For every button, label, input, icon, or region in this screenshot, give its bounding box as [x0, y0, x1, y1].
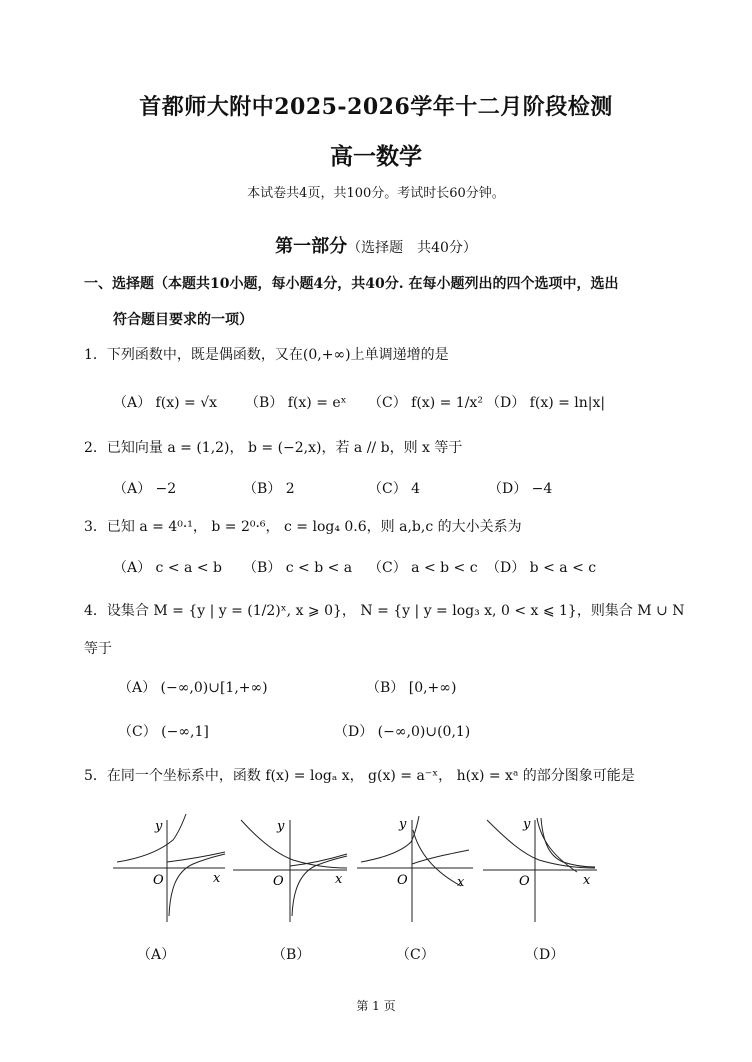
exam-title: 首都师大附中2025-2026学年十二月阶段检测 — [139, 94, 613, 120]
x-label: x — [583, 873, 591, 888]
q5-label-b: （B） — [272, 947, 311, 963]
q2-stem: 2．已知向量 a = (1,2)， b = (−2,x)，若 a // b，则 x 等于 — [84, 440, 463, 456]
q2-option-c: （C） 4 — [368, 481, 421, 497]
q5-label-c: （C） — [396, 947, 435, 963]
q4-stem-continued: 等于 — [84, 641, 112, 657]
x-label: x — [335, 872, 343, 887]
curve-exp — [361, 816, 419, 862]
x-label: x — [457, 875, 465, 890]
q1-option-a: （A） f(x) = √x — [113, 395, 218, 411]
q5-graph-a — [113, 812, 231, 922]
origin-label: O — [397, 873, 408, 888]
part-subtitle: （选择题 共40分） — [347, 240, 477, 256]
curve-power — [167, 852, 225, 862]
curve-exp — [487, 820, 595, 868]
q4-stem: 4．设集合 M = {y | y = (1/2)ˣ, x ⩾ 0}， N = {y | y = log₃ x, 0 < x ⩽ 1}，则集合 M ∪ N — [84, 603, 685, 619]
y-label: y — [277, 819, 285, 834]
q5-graph-d — [483, 812, 603, 922]
q1-option-d: （D） f(x) = ln|x| — [486, 395, 606, 411]
q2-option-d: （D） −4 — [488, 481, 553, 497]
y-label: y — [399, 817, 407, 832]
q1-option-c: （C） f(x) = 1/x² — [368, 395, 483, 411]
curve-power — [412, 850, 469, 864]
x-label: x — [213, 871, 221, 886]
q2-option-a: （A） −2 — [113, 481, 177, 497]
q4-option-a: （A） (−∞,0)∪[1,+∞) — [118, 680, 268, 696]
curve-log — [413, 830, 461, 886]
exam-subject: 高一数学 — [330, 143, 422, 170]
q1-stem: 1．下列函数中，既是偶函数，又在(0,+∞)上单调递增的是 — [84, 347, 449, 363]
q3-option-c: （C） a < b < c — [368, 560, 478, 576]
q5-graph-c — [357, 812, 477, 922]
q2-option-b: （B） 2 — [243, 481, 295, 497]
q3-option-a: （A） c < a < b — [113, 560, 222, 576]
q5-graph-b — [233, 812, 353, 922]
q4-option-b: （B） [0,+∞) — [366, 680, 457, 696]
part-heading — [0, 232, 752, 258]
curve-exp — [117, 814, 186, 862]
part-title: 第一部分 — [275, 236, 348, 257]
curve-power — [541, 818, 595, 867]
q3-option-d: （D） b < a < c — [486, 560, 597, 576]
section-instructions-line1: 一、选择题（本题共10小题，每小题4分，共40分. 在每小题列出的四个选项中，选出 — [84, 276, 619, 292]
q4-option-c: （C） (−∞,1] — [118, 724, 209, 740]
origin-label: O — [273, 874, 284, 889]
y-label: y — [155, 819, 163, 834]
q1-option-b: （B） f(x) = eˣ — [245, 395, 347, 411]
q3-stem: 3．已知 a = 4⁰·¹， b = 2⁰·⁶， c = log₄ 0.6，则 a,b,c 的大小关系为 — [84, 519, 522, 535]
q5-label-d: （D） — [525, 947, 565, 963]
page-number: 第 1 页 — [356, 999, 396, 1013]
q3-option-b: （B） c < b < a — [243, 560, 353, 576]
origin-label: O — [519, 874, 530, 889]
q5-stem: 5．在同一个坐标系中，函数 f(x) = logₐ x， g(x) = a⁻ˣ， h(x) = xᵃ 的部分图象可能是 — [84, 768, 635, 784]
y-label: y — [523, 817, 531, 832]
curve-exp — [241, 820, 347, 868]
origin-label: O — [153, 873, 164, 888]
exam-info: 本试卷共4页，共100分。考试时长60分钟。 — [247, 186, 505, 201]
q5-label-a: （A） — [137, 947, 176, 963]
section-instructions-line2: 符合题目要求的一项） — [113, 312, 253, 328]
q4-option-d: （D） (−∞,0)∪(0,1) — [334, 724, 471, 740]
